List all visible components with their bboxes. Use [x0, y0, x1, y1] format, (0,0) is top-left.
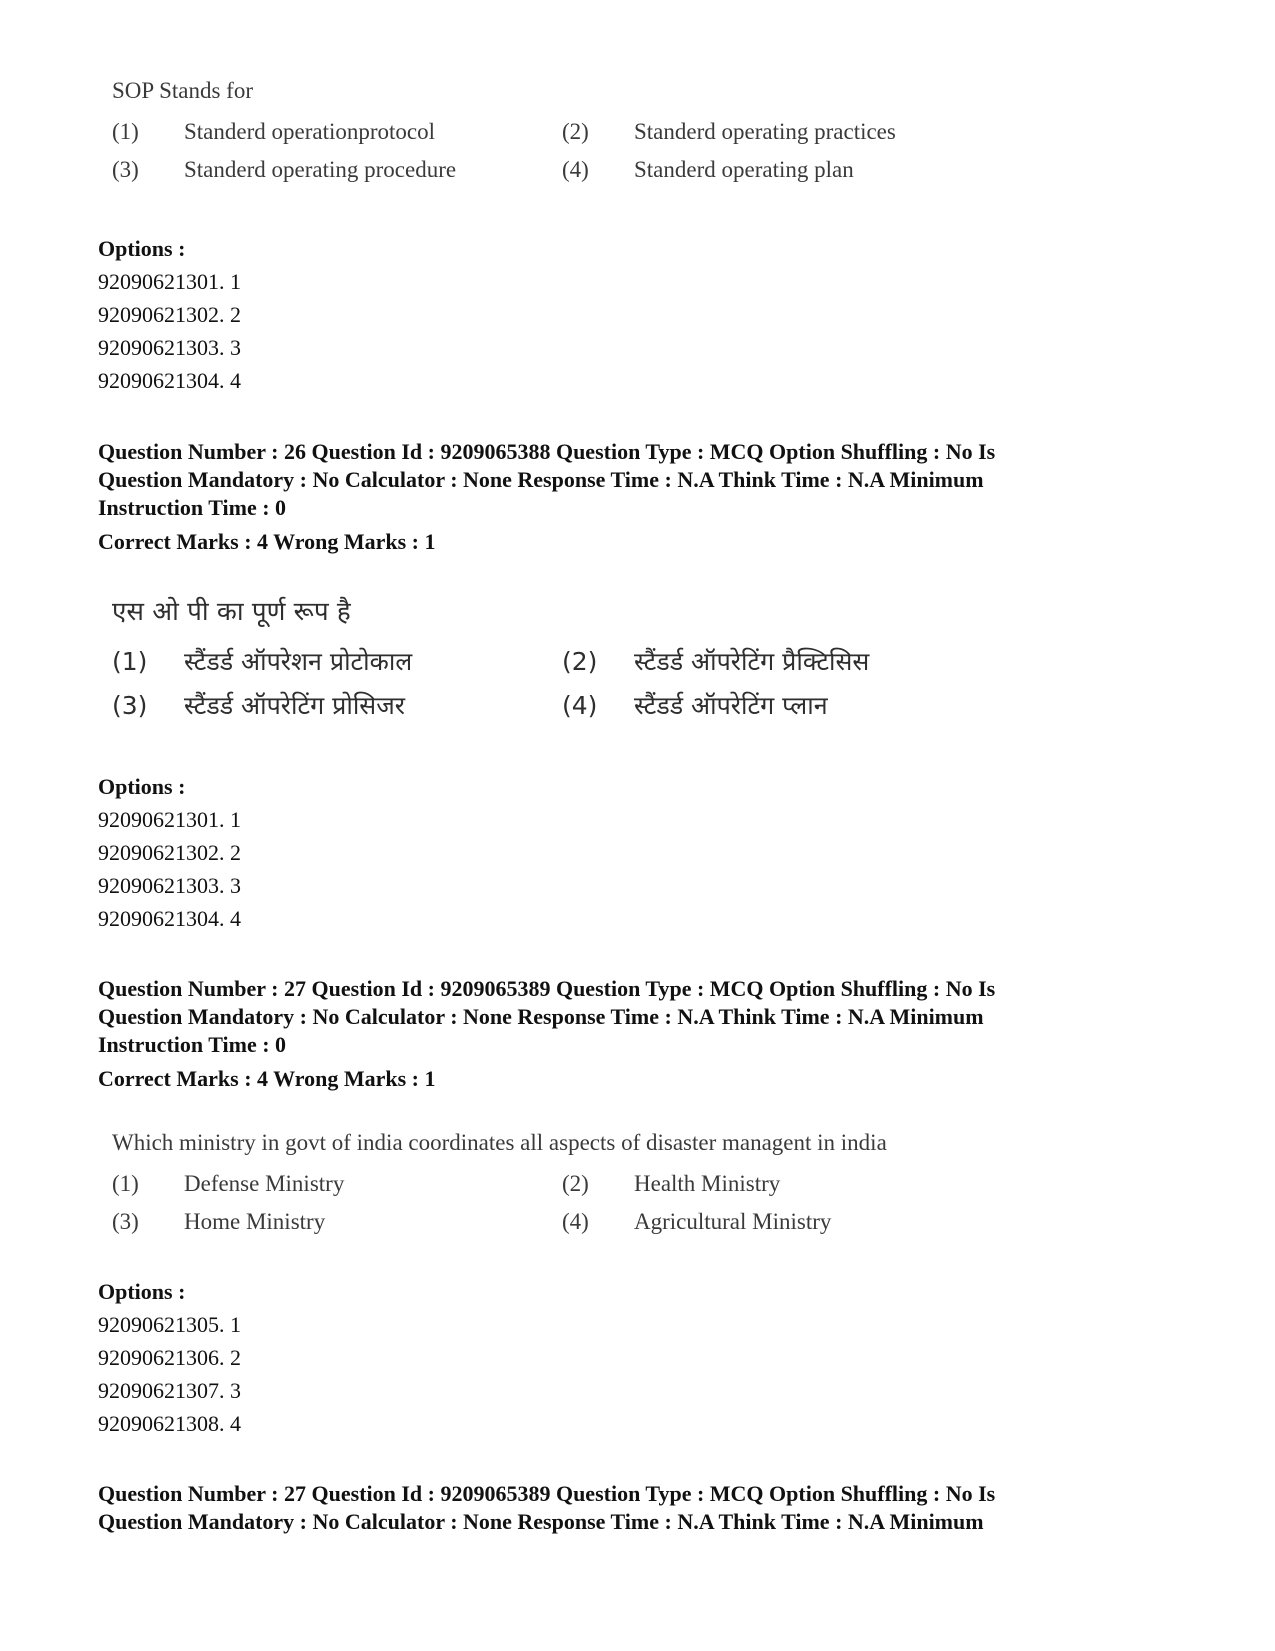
option-item: 92090621304. 4: [98, 906, 241, 931]
choice-number: (4): [562, 691, 598, 720]
choice-number: (4): [562, 1209, 589, 1234]
meta-line: Question Mandatory : No Calculator : None Response Time : N.A Think Time : N.A Minimum: [98, 1509, 984, 1534]
option-item: 92090621302. 2: [98, 840, 241, 865]
question-stem: एस ओ पी का पूर्ण रूप है: [112, 597, 351, 627]
choice-text: Standerd operationprotocol: [184, 119, 436, 144]
marks-line: Correct Marks : 4 Wrong Marks : 1: [98, 529, 436, 554]
choice-text: Defense Ministry: [184, 1171, 345, 1196]
options-label: Options :: [98, 236, 186, 261]
choice-text: Home Ministry: [184, 1209, 326, 1234]
choice-text: स्टैंडर्ड ऑपरेटिंग प्रैक्टिसिस: [634, 647, 870, 676]
options-list: [98, 770, 241, 935]
meta-line: Question Number : 27 Question Id : 9209065389 Question Type : MCQ Option Shuffling : No Is: [98, 976, 996, 1001]
option-item: 92090621303. 3: [98, 335, 241, 360]
choice-text: स्टैंडर्ड ऑपरेटिंग प्रोसिजर: [184, 691, 405, 720]
choice-row: [112, 118, 1012, 146]
choice-4: [562, 1208, 1012, 1236]
marks-line: Correct Marks : 4 Wrong Marks : 1: [98, 1066, 436, 1091]
choice-1: [112, 1170, 562, 1198]
choice-number: (1): [112, 119, 139, 144]
choice-1: [112, 646, 562, 678]
choice-number: (1): [112, 647, 148, 676]
options-list: [98, 1275, 241, 1440]
option-item: 92090621308. 4: [98, 1411, 241, 1436]
options-label: Options :: [98, 774, 186, 799]
choice-text: स्टैंडर्ड ऑपरेशन प्रोटोकाल: [184, 647, 413, 676]
question-stem: SOP Stands for: [112, 78, 253, 103]
choice-row: [112, 646, 1012, 678]
choice-4: [562, 690, 1012, 722]
choice-3: [112, 690, 562, 722]
choice-number: (1): [112, 1171, 139, 1196]
options-list: [98, 232, 241, 397]
choice-row: [112, 156, 1012, 184]
meta-line: Instruction Time : 0: [98, 495, 287, 520]
option-item: 92090621303. 3: [98, 873, 241, 898]
choice-number: (3): [112, 157, 139, 182]
choice-number: (2): [562, 119, 589, 144]
question-meta: [98, 975, 1188, 1093]
choice-2: [562, 1170, 1012, 1198]
choice-text: Standerd operating procedure: [184, 157, 457, 182]
question-image-sop-hindi: [112, 592, 1012, 734]
question-image-sop-english: [112, 78, 1012, 194]
choice-number: (2): [562, 1171, 589, 1196]
choice-number: (4): [562, 157, 589, 182]
option-item: 92090621306. 2: [98, 1345, 241, 1370]
choice-number: (3): [112, 1209, 139, 1234]
meta-line: Question Mandatory : No Calculator : None Response Time : N.A Think Time : N.A Minimum: [98, 467, 984, 492]
meta-line: Instruction Time : 0: [98, 1032, 287, 1057]
choice-1: [112, 118, 562, 146]
options-label: Options :: [98, 1279, 186, 1304]
question-meta: [98, 1480, 1188, 1536]
meta-line: Question Mandatory : No Calculator : None Response Time : N.A Think Time : N.A Minimum: [98, 1004, 984, 1029]
choice-2: [562, 118, 1012, 146]
choice-number: (3): [112, 691, 148, 720]
choice-text: Agricultural Ministry: [634, 1209, 832, 1234]
choice-2: [562, 646, 1012, 678]
choice-text: Standerd operating plan: [634, 157, 854, 182]
option-item: 92090621301. 1: [98, 807, 241, 832]
option-item: 92090621301. 1: [98, 269, 241, 294]
meta-line: Question Number : 26 Question Id : 9209065388 Question Type : MCQ Option Shuffling : No Is: [98, 439, 996, 464]
choice-number: (2): [562, 647, 598, 676]
option-item: 92090621307. 3: [98, 1378, 241, 1403]
question-image-ministry: [112, 1130, 1012, 1246]
question-stem: Which ministry in govt of india coordinates all aspects of disaster managent in india: [112, 1130, 887, 1155]
choice-4: [562, 156, 1012, 184]
question-meta: [98, 438, 1188, 556]
option-item: 92090621302. 2: [98, 302, 241, 327]
option-item: 92090621304. 4: [98, 368, 241, 393]
choice-text: Standerd operating practices: [634, 119, 896, 144]
choice-row: [112, 1170, 1012, 1198]
choice-text: Health Ministry: [634, 1171, 781, 1196]
choice-row: [112, 1208, 1012, 1236]
meta-line: Question Number : 27 Question Id : 9209065389 Question Type : MCQ Option Shuffling : No Is: [98, 1481, 996, 1506]
choice-row: [112, 690, 1012, 722]
choice-3: [112, 156, 562, 184]
option-item: 92090621305. 1: [98, 1312, 241, 1337]
choice-3: [112, 1208, 562, 1236]
choice-text: स्टैंडर्ड ऑपरेटिंग प्लान: [634, 691, 828, 720]
